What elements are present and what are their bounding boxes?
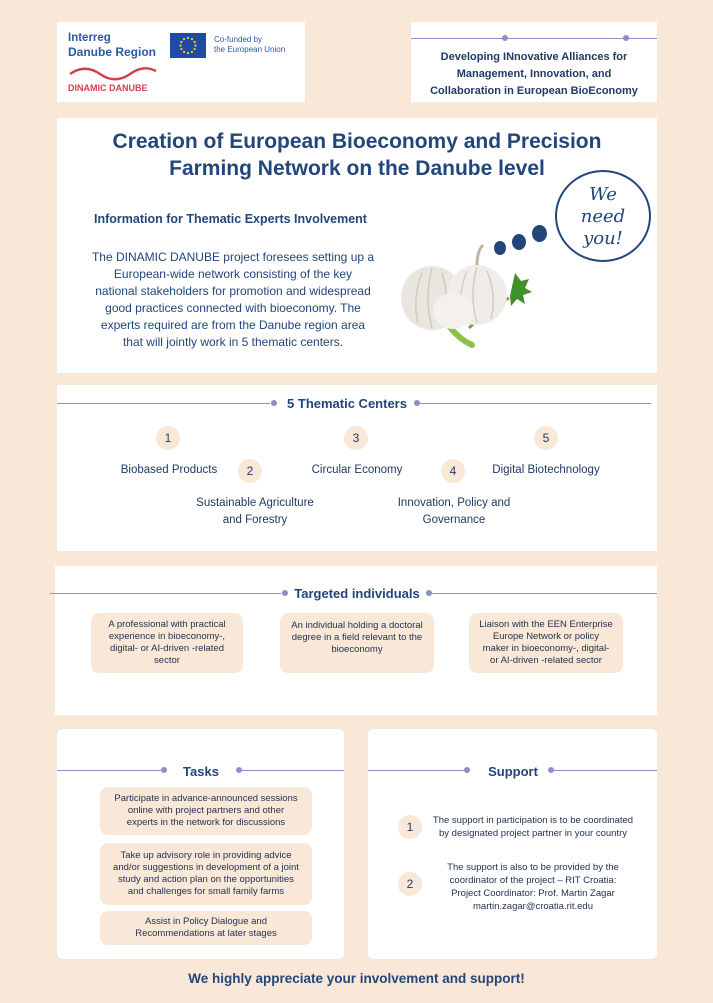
hero-body-line: experts required are from the Danube region area [100,318,366,332]
center-label [386,495,522,529]
footer-text: We highly appreciate your involvement and support! [188,971,525,986]
support-item-line: The support in participation is to be coordinated [432,815,634,826]
thought-dot [532,225,547,242]
center-label: Biobased Products [120,464,218,476]
garlic-illustration [397,243,532,353]
center-label-line: Innovation, Policy and [397,497,511,509]
center-label-line: Sustainable Agriculture [196,497,314,509]
task-item-line: study and action plan on the opportunities [118,874,294,885]
support-item-line: Project Coordinator: Prof. Martin Zagar [451,888,615,899]
task-item-line: Recommendations at later stages [135,928,277,939]
support-card [368,729,657,959]
support-number: 2 [398,872,422,896]
heading-line [242,770,344,771]
we-need-you-bubble [555,170,651,262]
cofunded-line1: Co-funded by [214,35,263,44]
hero-body-line: that will jointly work in 5 thematic centers. [122,335,344,349]
project-logo-text: DINAMIC DANUBE [68,83,148,93]
heading-line [368,770,464,771]
targeted-item-line: maker in bioeconomy-, digital- [482,643,610,654]
center-number: 3 [344,426,368,450]
targeted-item-line: digital- or AI-driven -related [109,643,225,654]
targeted-item-line: sector [154,655,180,666]
bubble-line2: need [580,206,626,227]
tasks-heading: Tasks [183,764,219,779]
center-label [187,495,323,529]
center-number: 5 [534,426,558,450]
targeted-item-line: degree in a field relevant to the [291,632,423,643]
task-item [100,787,312,835]
task-item-line: and challenges for small family farms [127,886,285,897]
heading-line [420,403,651,404]
targeted-item-line: An individual holding a doctoral [291,620,423,631]
targeted-card [55,566,657,715]
heading-line [432,593,657,594]
center-label-line: and Forestry [222,514,288,526]
bubble-line3: you! [583,228,623,249]
hero-body-line: European-wide network consisting of the key [113,267,353,281]
task-item-line: online with project partners and other [127,805,285,816]
center-number: 2 [238,459,262,483]
targeted-item [280,613,434,673]
center-number: 1 [156,426,180,450]
center-label: Digital Biotechnology [492,464,600,476]
support-item [428,861,638,913]
hero-title-line2: Farming Network on the Danube level [169,157,545,180]
heading-dot [271,400,277,406]
hero-body [73,249,393,351]
hero-body-line: good practices connected with bioeconomy. The [105,301,361,315]
logo-card [57,22,305,102]
heading-dot [282,590,288,596]
tagline-line3: Collaboration in European BioEconomy [430,85,638,97]
task-item-line: experts in the network for discussions [126,817,286,828]
support-item [428,814,638,840]
tagline-line [411,38,657,39]
thematic-centers-card [57,385,657,551]
heading-line [57,403,270,404]
centers-heading: 5 Thematic Centers [287,396,407,411]
support-heading: Support [488,764,538,779]
support-item-line: by designated project partner in your country [439,828,627,839]
targeted-item-line: A professional with practical [108,619,226,630]
heading-line [57,770,162,771]
interreg-logo-line1: Interreg [68,32,111,44]
targeted-item [91,613,243,673]
support-item-line: coordinator of the project – RIT Croatia: [449,875,617,886]
task-item-line: Assist in Policy Dialogue and [145,916,267,927]
task-item-line: and/or suggestions in development of a joint [113,862,299,873]
tagline-line1: Developing INnovative Alliances for [440,51,628,63]
targeted-item-line: or AI-driven -related sector [490,655,602,666]
task-item [100,911,312,945]
task-item-line: Participate in advance-announced sessions [114,793,298,804]
center-label: Circular Economy [311,464,403,476]
targeted-heading: Targeted individuals [294,586,420,601]
hero-body-line: The DINAMIC DANUBE project foresees setting up a [91,250,375,264]
heading-line [50,593,281,594]
tasks-card [57,729,344,959]
header-tagline-card [411,22,657,102]
targeted-item-line: Europe Network or policy [492,631,600,642]
support-item-line: The support is also to be provided by the [447,862,619,873]
support-number: 1 [398,815,422,839]
tagline-line2: Management, Innovation, and [456,68,612,80]
support-email[interactable]: martin.zagar@croatia.rit.edu [473,901,593,912]
hero-title-line1: Creation of European Bioeconomy and Precision [112,130,602,153]
targeted-item-line: Liaison with the EEN Enterprise [479,619,613,630]
hero-body-line: national stakeholders for promotion and widespread [95,284,371,298]
heading-dot [161,767,167,773]
danube-wave-icon [68,65,158,81]
center-number: 4 [441,459,465,483]
targeted-item-line: bioeconomy [331,644,383,655]
task-item-line: Take up advisory role in providing advice [120,850,292,861]
center-label-line: Governance [422,514,486,526]
targeted-item-line: experience in bioeconomy-, [108,631,226,642]
tagline-dot [502,35,508,41]
task-item [100,843,312,905]
cofunded-line2: the European Union [214,45,286,54]
heading-dot [464,767,470,773]
hero-subtitle: Information for Thematic Experts Involvement [94,212,367,226]
targeted-item [469,613,623,673]
tagline-dot [623,35,629,41]
eu-flag-icon [170,33,206,58]
hero-card [57,118,657,373]
bubble-line1: We [589,184,617,205]
heading-line [554,770,657,771]
interreg-logo-line2: Danube Region [68,45,157,59]
